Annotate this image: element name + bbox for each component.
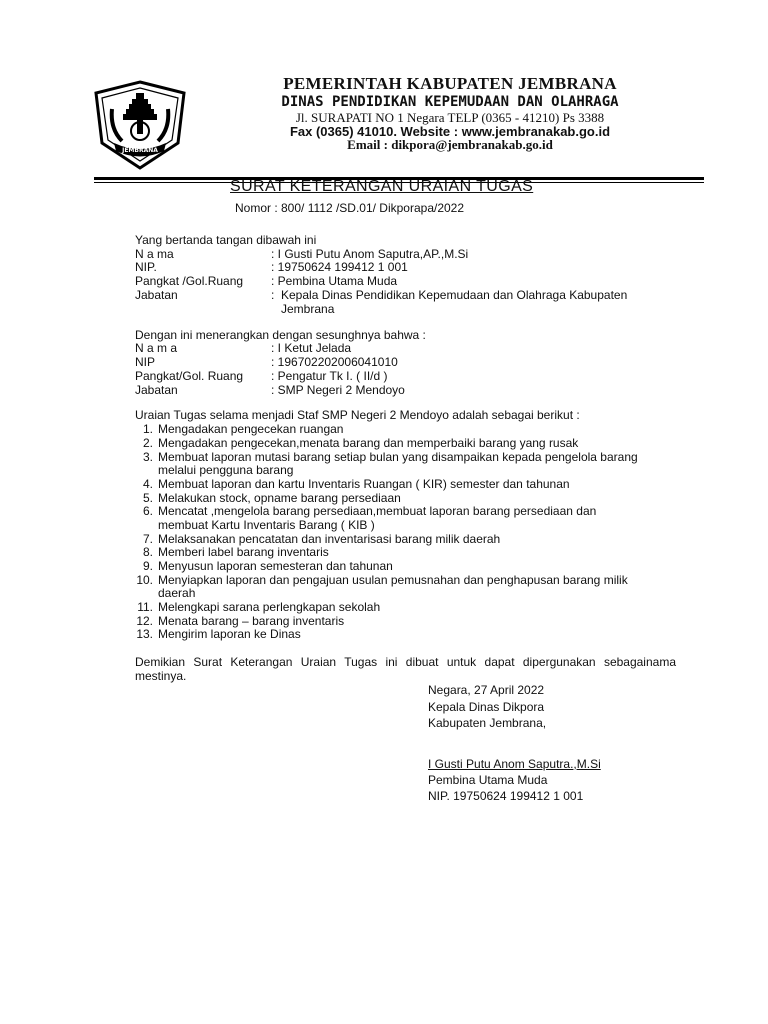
employee-name-value: : I Ketut Jelada bbox=[271, 341, 352, 355]
duty-number: 2. bbox=[142, 436, 153, 450]
closing-statement-line2: mestinya. bbox=[135, 669, 187, 683]
logo-ribbon-text: JEMBRANA bbox=[122, 147, 158, 154]
signer-position-line1: Kepala Dinas Pendidikan Kepemudaan dan Olahraga Kabupaten bbox=[281, 288, 628, 302]
document-number: Nomor : 800/ 1112 /SD.01/ Dikporapa/2022 bbox=[235, 201, 465, 215]
duty-number: 9. bbox=[142, 559, 153, 573]
signer-intro: Yang bertanda tangan dibawah ini bbox=[135, 233, 317, 247]
signature-place-date: Negara, 27 April 2022 bbox=[428, 683, 545, 697]
duty-text: Menata barang – barang inventaris bbox=[158, 614, 345, 628]
duty-number: 11. bbox=[137, 600, 153, 614]
employee-name-label: N a m a bbox=[135, 341, 178, 355]
duty-text: Membuat laporan dan kartu Inventaris Ruangan ( KIR) semester dan tahunan bbox=[158, 477, 570, 491]
duty-text: Mengirim laporan ke Dinas bbox=[158, 627, 301, 641]
duties-intro: Uraian Tugas selama menjadi Staf SMP Negeri 2 Mendoyo adalah sebagai berikut : bbox=[135, 408, 580, 422]
duty-text: Menyiapkan laporan dan pengajuan usulan pemusnahan dan penghapusan barang milik bbox=[158, 573, 628, 587]
duty-text-continued: membuat Kartu Inventaris Barang ( KIB ) bbox=[158, 518, 375, 532]
signature-nip: NIP. 19750624 199412 1 001 bbox=[428, 789, 584, 803]
duty-number: 7. bbox=[142, 532, 153, 546]
signature-position-1: Kepala Dinas Dikpora bbox=[428, 700, 545, 714]
signer-name-value: : I Gusti Putu Anom Saputra,AP.,M.Si bbox=[271, 247, 469, 261]
signer-position-label: Jabatan bbox=[135, 288, 178, 302]
letterhead-department: DINAS PENDIDIKAN KEPEMUDAAN DAN OLAHRAGA bbox=[281, 94, 619, 110]
duty-number: 6. bbox=[142, 504, 153, 518]
duty-text: Mengadakan pengecekan ruangan bbox=[158, 422, 344, 436]
employee-intro: Dengan ini menerangkan dengan sesunghnya bahwa : bbox=[135, 328, 426, 342]
employee-rank-label: Pangkat/Gol. Ruang bbox=[135, 369, 244, 383]
signer-position-colon: : bbox=[271, 288, 275, 302]
duty-text: Melaksanakan pencatatan dan inventarisasi barang milik daerah bbox=[158, 532, 501, 546]
letterhead-fax-website: Fax (0365) 41010. Website : www.jembranakab.go.id bbox=[289, 124, 611, 139]
employee-nip-value: : 196702202006041010 bbox=[271, 355, 398, 369]
jembrana-regency-emblem bbox=[92, 79, 188, 171]
employee-position-value: : SMP Negeri 2 Mendoyo bbox=[271, 383, 405, 397]
duty-text: Melakukan stock, opname barang persediaan bbox=[158, 491, 401, 505]
duty-text: Mengadakan pengecekan,menata barang dan memperbaiki barang yang rusak bbox=[158, 436, 579, 450]
letterhead-address: Jl. SURAPATI NO 1 Negara TELP (0365 - 41210) Ps 3388 bbox=[295, 110, 605, 125]
duty-number: 12. bbox=[136, 614, 153, 628]
duty-number: 1. bbox=[142, 422, 153, 436]
signer-nip-value: : 19750624 199412 1 001 bbox=[271, 260, 408, 274]
duty-text-continued: daerah bbox=[158, 586, 196, 600]
duty-text: Menyusun laporan semesteran dan tahunan bbox=[158, 559, 393, 573]
duty-text: Mencatat ,mengelola barang persediaan,membuat laporan barang persediaan dan bbox=[158, 504, 597, 518]
duty-text: Melengkapi sarana perlengkapan sekolah bbox=[158, 600, 381, 614]
duty-number: 4. bbox=[142, 477, 153, 491]
duty-number: 13. bbox=[136, 627, 153, 641]
duty-number: 3. bbox=[142, 450, 153, 464]
duty-number: 10. bbox=[136, 573, 153, 587]
signer-rank-label: Pangkat /Gol.Ruang bbox=[135, 274, 244, 288]
letterhead-email: Email : dikpora@jembranakab.go.id bbox=[347, 137, 553, 152]
employee-rank-value: : Pengatur Tk I. ( II/d ) bbox=[271, 369, 388, 383]
signature-name: I Gusti Putu Anom Saputra.,M.Si bbox=[428, 757, 601, 771]
document-title: SURAT KETERANGAN URAIAN TUGAS bbox=[230, 178, 534, 195]
closing-statement-line1: Demikian Surat Keterangan Uraian Tugas ini dibuat untuk dapat dipergunakan sebagainama bbox=[135, 655, 676, 669]
signature-rank: Pembina Utama Muda bbox=[428, 773, 548, 787]
letterhead-government: PEMERINTAH KABUPATEN JEMBRANA bbox=[283, 74, 617, 93]
signer-position-line2: Jembrana bbox=[281, 302, 335, 316]
duty-text: Memberi label barang inventaris bbox=[158, 545, 329, 559]
employee-nip-label: NIP bbox=[135, 355, 156, 369]
duty-text: Membuat laporan mutasi barang setiap bulan yang disampaikan kepada pengelola barang bbox=[158, 450, 638, 464]
signer-nip-label: NIP. bbox=[135, 260, 157, 274]
duty-number: 8. bbox=[142, 545, 153, 559]
signer-rank-value: : Pembina Utama Muda bbox=[271, 274, 398, 288]
signature-position-2: Kabupaten Jembrana, bbox=[428, 716, 547, 730]
duty-text-continued: melalui pengguna barang bbox=[158, 463, 294, 477]
signer-name-label: N a ma bbox=[135, 247, 174, 261]
employee-position-label: Jabatan bbox=[135, 383, 178, 397]
duty-number: 5. bbox=[142, 491, 153, 505]
